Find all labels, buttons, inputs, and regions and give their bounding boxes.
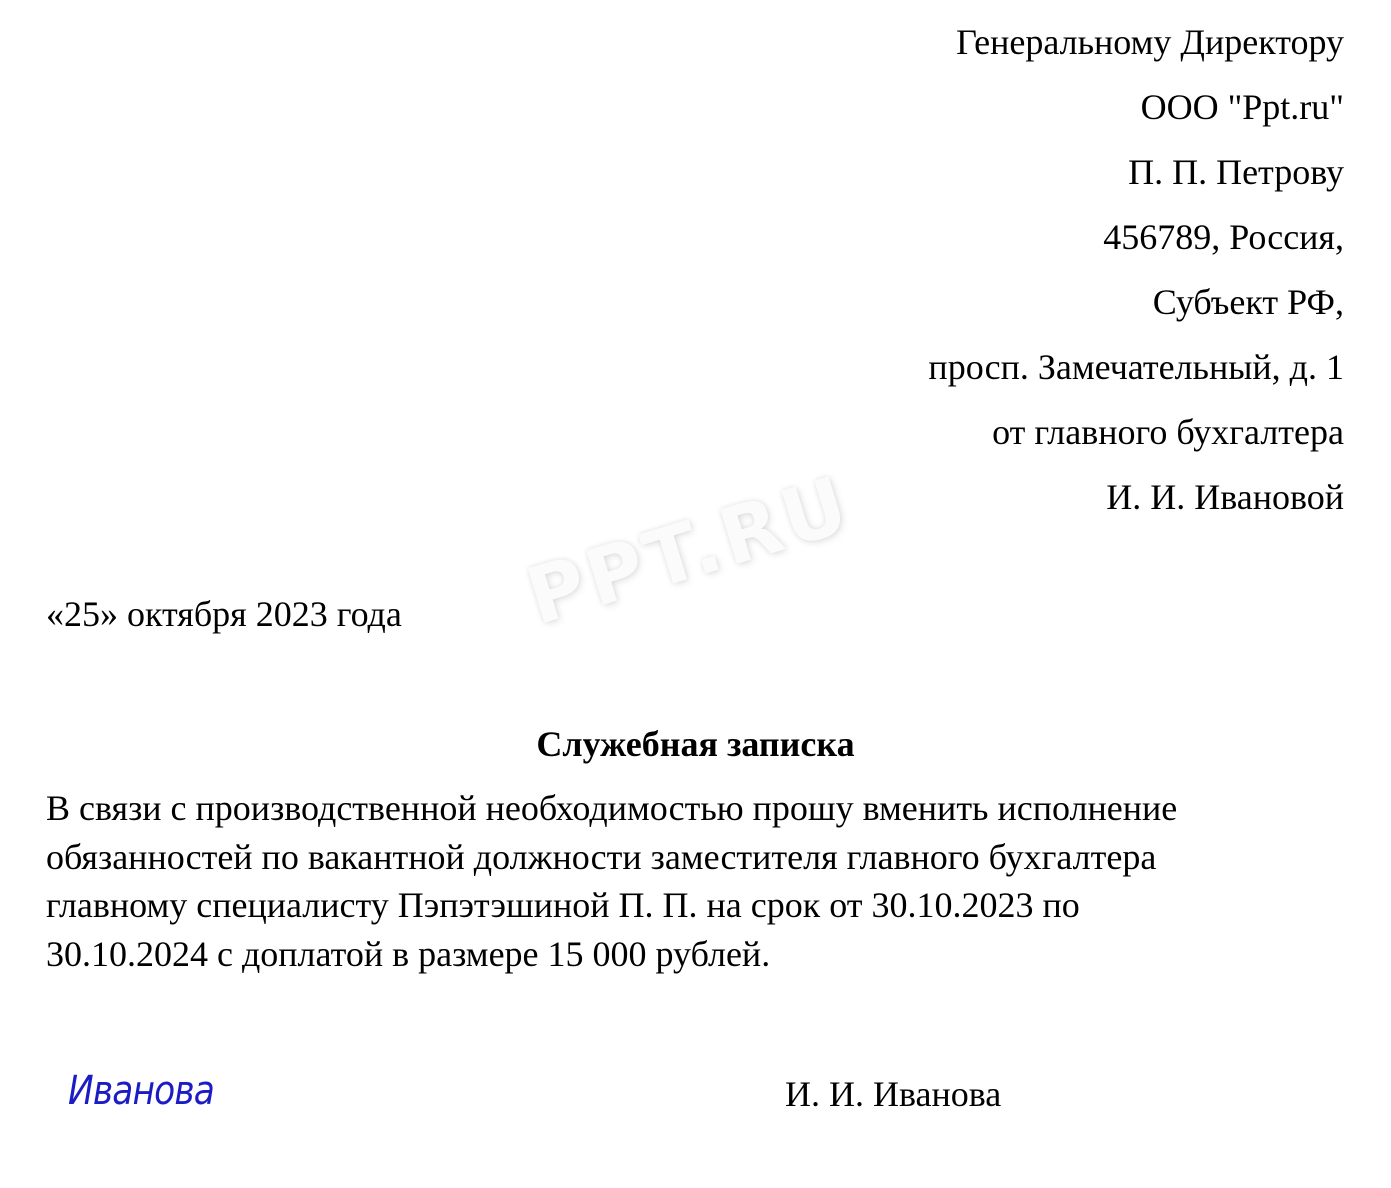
watermark: PPT.RU	[516, 459, 862, 644]
addressee-position: Генеральному Директору	[956, 22, 1344, 62]
signer-printed-name: И. И. Иванова	[785, 1074, 1002, 1114]
addressee-region: Субъект РФ,	[1152, 282, 1344, 322]
body-line: главному специалисту Пэпэтэшиной П. П. на срок от 30.10.2023 по	[46, 885, 1080, 925]
document-date: «25» октября 2023 года	[46, 594, 402, 634]
document-title: Служебная записка	[536, 724, 855, 764]
addressee-name: П. П. Петрову	[1128, 152, 1344, 192]
document-body	[46, 784, 1346, 978]
addressee-company: ООО "Ppt.ru"	[1140, 87, 1344, 127]
addressee-postal-country: 456789, Россия,	[1103, 217, 1344, 257]
body-line: 30.10.2024 с доплатой в размере 15 000 рублей.	[46, 933, 771, 974]
sender-position: от главного бухгалтера	[992, 412, 1344, 452]
sender-name: И. И. Ивановой	[1106, 477, 1344, 517]
body-line: обязанностей по вакантной должности заместителя главного бухгалтера	[46, 836, 1157, 877]
handwritten-signature: Иванова	[68, 1068, 214, 1114]
body-line: В связи с производственной необходимостью прошу вменить исполнение	[46, 788, 1178, 828]
addressee-block	[928, 10, 1344, 530]
addressee-street: просп. Замечательный, д. 1	[928, 347, 1344, 387]
